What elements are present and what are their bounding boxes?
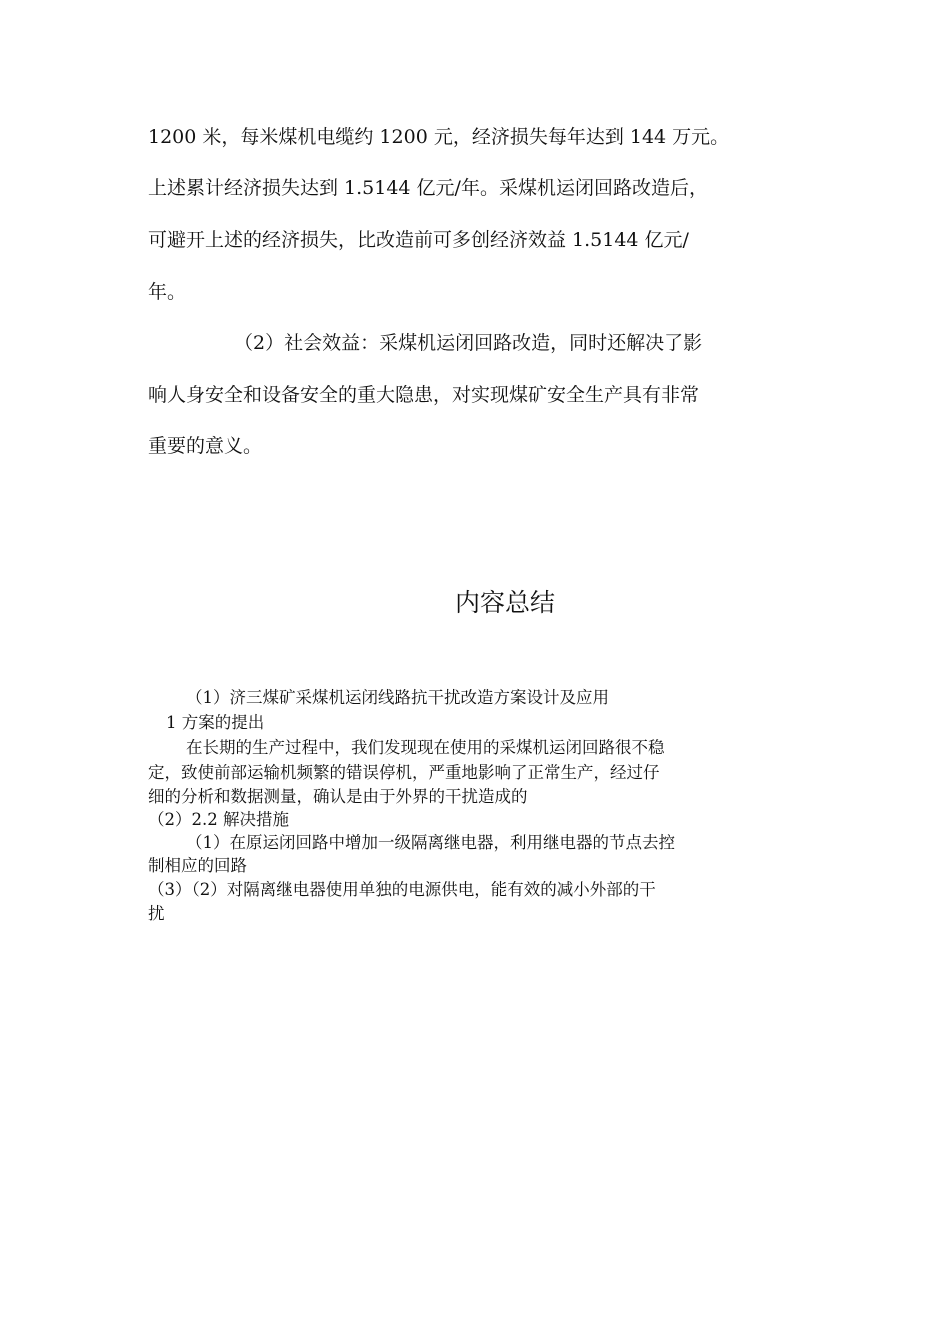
summary-heading: 内容总结 [454,588,555,617]
summary-line: （3）（2）对隔离继电器使用单独的电源供电，能有效的减小外部的干 [148,880,656,899]
summary-line: 1 方案的提出 [166,713,265,732]
summary-line: （1）济三煤矿采煤机运闭线路抗干扰改造方案设计及应用 [186,688,609,707]
paragraph-line: （2）社会效益：采煤机运闭回路改造，同时还解决了影 [234,332,703,354]
paragraph-line: 可避开上述的经济损失，比改造前可多创经济效益 1.5144 亿元/ [148,229,689,251]
summary-line: （1）在原运闭回路中增加一级隔离继电器，利用继电器的节点去控 [186,833,675,852]
summary-line: 定，致使前部运输机频繁的错误停机，严重地影响了正常生产，经过仔 [148,763,660,782]
summary-line: （2）2.2 解决措施 [148,810,289,829]
paragraph-line: 重要的意义。 [148,435,263,457]
paragraph-line: 响人身安全和设备安全的重大隐患，对实现煤矿安全生产具有非常 [148,384,700,406]
summary-line: 制相应的回路 [148,856,247,875]
paragraph-line: 1200 米，每米煤机电缆约 1200 元，经济损失每年达到 144 万元。 [148,126,730,148]
summary-line: 细的分析和数据测量，确认是由于外界的干扰造成的 [148,787,528,806]
paragraph-line: 上述累计经济损失达到 1.5144 亿元/年。采煤机运闭回路改造后， [148,177,708,199]
summary-line: 在长期的生产过程中，我们发现现在使用的采煤机运闭回路很不稳 [186,738,665,757]
summary-line: 扰 [148,904,165,923]
paragraph-line: 年。 [148,281,187,303]
